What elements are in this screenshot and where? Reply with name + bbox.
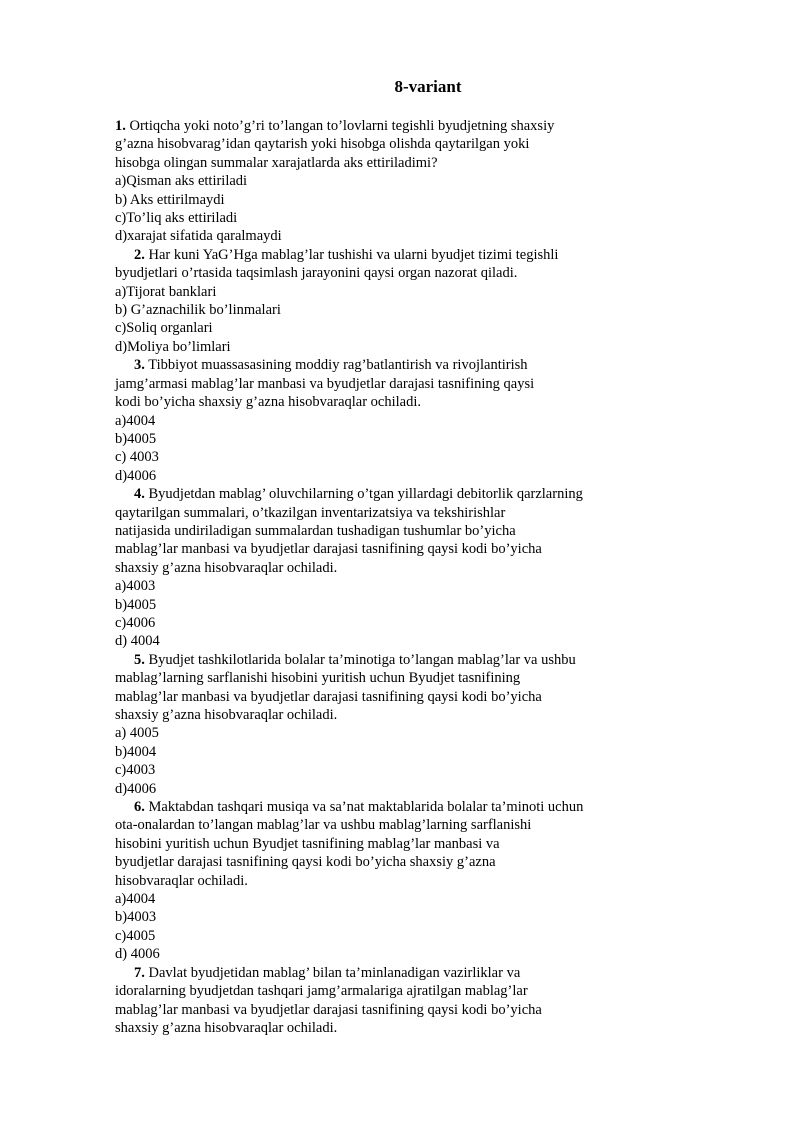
answer-option: b) G’aznachilik bo’linmalari (115, 302, 281, 319)
question-text-line (115, 688, 655, 706)
question-text: Byudjet tashkilotlarida bolalar ta’minotiga to’langan mablag’lar va ushbu (148, 651, 576, 668)
question-text: kodi bo’yicha shaxsiy g’azna hisobvaraqlar ochiladi. (115, 394, 422, 411)
question-text-line (115, 540, 655, 558)
answer-option: a)Qisman aks ettiriladi (115, 173, 248, 190)
answer-option: a)Tijorat banklari (115, 283, 217, 300)
question-text-line (115, 669, 655, 687)
question-number: 7. (134, 964, 145, 981)
question-text-line (115, 559, 655, 577)
question-text-line (115, 246, 655, 264)
answer-option: c)To’liq aks ettiriladi (115, 210, 238, 227)
answer-option: d)xarajat sifatida qaralmaydi (115, 228, 282, 245)
question-text-line (115, 264, 655, 282)
question-text-line (115, 964, 655, 982)
question-text: hisobvaraqlar ochiladi. (115, 872, 248, 889)
question-text: idoralarning byudjetdan tashqari jamg’armalariga ajratilgan mablag’lar (115, 983, 528, 1000)
question-number: 2. (134, 246, 145, 263)
question-text-line (115, 853, 655, 871)
question-block (115, 246, 655, 356)
question-text: mablag’lar manbasi va byudjetlar darajasi tasnifining qaysi kodi bo’yicha (115, 541, 542, 558)
answer-option: a)4004 (115, 412, 156, 429)
answer-option: c)4003 (115, 762, 156, 779)
question-text: Har kuni YaG’Hga mablag’lar tushishi va ularni byudjet tizimi tegishli (148, 246, 559, 263)
question-text-line (115, 816, 655, 834)
answer-option: b) Aks ettirilmaydi (115, 191, 225, 208)
question-text: jamg’armasi mablag’lar manbasi va byudjetlar darajasi tasnifining qaysi (115, 375, 535, 392)
question-block (115, 964, 655, 1038)
question-text-line (115, 872, 655, 890)
question-text: Tibbiyot muassasasining moddiy rag’batlantirish va rivojlantirish (148, 357, 528, 374)
answer-option: b)4005 (115, 430, 157, 447)
question-block (115, 117, 655, 246)
question-text-line (115, 117, 655, 135)
answer-option: d)4006 (115, 467, 157, 484)
question-block (115, 485, 655, 651)
question-text: Maktabdan tashqari musiqa va sa’nat maktablarida bolalar ta’minoti uchun (148, 799, 584, 816)
question-text-line (115, 982, 655, 1000)
answer-option: d) 4004 (115, 633, 160, 650)
question-list (115, 117, 655, 1037)
question-text: qaytarilgan summalari, o’tkazilgan inventarizatsiya va tekshirishlar (115, 504, 506, 521)
question-text-line (115, 154, 655, 172)
answer-option: a) 4005 (115, 725, 159, 742)
question-text-line (115, 485, 655, 503)
question-text: mablag’larning sarflanishi hisobini yuritish uchun Byudjet tasnifining (115, 670, 521, 687)
answer-option: c)4006 (115, 614, 156, 631)
answer-option: c)4005 (115, 927, 156, 944)
question-text: ota-onalardan to’langan mablag’lar va ushbu mablag’larning sarflanishi (115, 817, 532, 834)
question-number: 4. (134, 486, 145, 503)
answer-option: d) 4006 (115, 946, 160, 963)
question-text: byudjetlari o’rtasida taqsimlash jarayonini qaysi organ nazorat qiladi. (115, 265, 518, 282)
question-text-line (115, 375, 655, 393)
question-text: g’azna hisobvarag’idan qaytarish yoki hisobga olishda qaytarilgan yoki (115, 136, 530, 153)
question-text-line (115, 798, 655, 816)
question-text: byudjetlar darajasi tasnifining qaysi kodi bo’yicha shaxsiy g’azna (115, 854, 496, 871)
question-text-line (115, 651, 655, 669)
question-block (115, 798, 655, 964)
question-text-line (115, 356, 655, 374)
question-block (115, 356, 655, 485)
question-text-line (115, 135, 655, 153)
answer-option: b)4003 (115, 909, 157, 926)
answer-option: d)4006 (115, 780, 157, 797)
page-title: 8-variant (394, 77, 462, 96)
question-text: Byudjetdan mablag’ oluvchilarning o’tgan yillardagi debitorlik qarzlarning (148, 486, 583, 503)
question-text-line (115, 706, 655, 724)
answer-option: a)4004 (115, 891, 156, 908)
question-text: shaxsiy g’azna hisobvaraqlar ochiladi. (115, 559, 338, 576)
question-block (115, 651, 655, 798)
question-text-line (115, 835, 655, 853)
question-text-line (115, 522, 655, 540)
question-text: Ortiqcha yoki noto’g’ri to’langan to’lovlarni tegishli byudjetning shaxsiy (129, 118, 555, 134)
answer-option: c)Soliq organlari (115, 320, 213, 337)
answer-option: d)Moliya bo’limlari (115, 338, 231, 355)
question-text: Davlat byudjetidan mablag’ bilan ta’minlanadigan vazirliklar va (148, 964, 521, 981)
answer-option: a)4003 (115, 578, 156, 595)
question-text: shaxsiy g’azna hisobvaraqlar ochiladi. (115, 1019, 338, 1036)
question-number: 1. (115, 118, 126, 134)
answer-option: b)4005 (115, 596, 157, 613)
question-text: hisobini yuritish uchun Byudjet tasnifining mablag’lar manbasi va (115, 835, 500, 852)
answer-option: c) 4003 (115, 449, 159, 466)
question-text-line (115, 393, 655, 411)
question-text: natijasida undiriladigan summalardan tushadigan tushumlar bo’yicha (115, 522, 516, 539)
question-text: hisobga olingan summalar xarajatlarda aks ettiriladimi? (115, 154, 438, 171)
question-text: mablag’lar manbasi va byudjetlar darajasi tasnifining qaysi kodi bo’yicha (115, 1001, 542, 1018)
question-number: 6. (134, 799, 145, 816)
question-number: 5. (134, 651, 145, 668)
question-text-line (115, 504, 655, 522)
question-text-line (115, 1001, 655, 1019)
question-text: mablag’lar manbasi va byudjetlar darajasi tasnifining qaysi kodi bo’yicha (115, 688, 542, 705)
question-number: 3. (134, 357, 145, 374)
question-text: shaxsiy g’azna hisobvaraqlar ochiladi. (115, 707, 338, 723)
question-text-line (115, 1019, 655, 1037)
answer-option: b)4004 (115, 743, 157, 760)
